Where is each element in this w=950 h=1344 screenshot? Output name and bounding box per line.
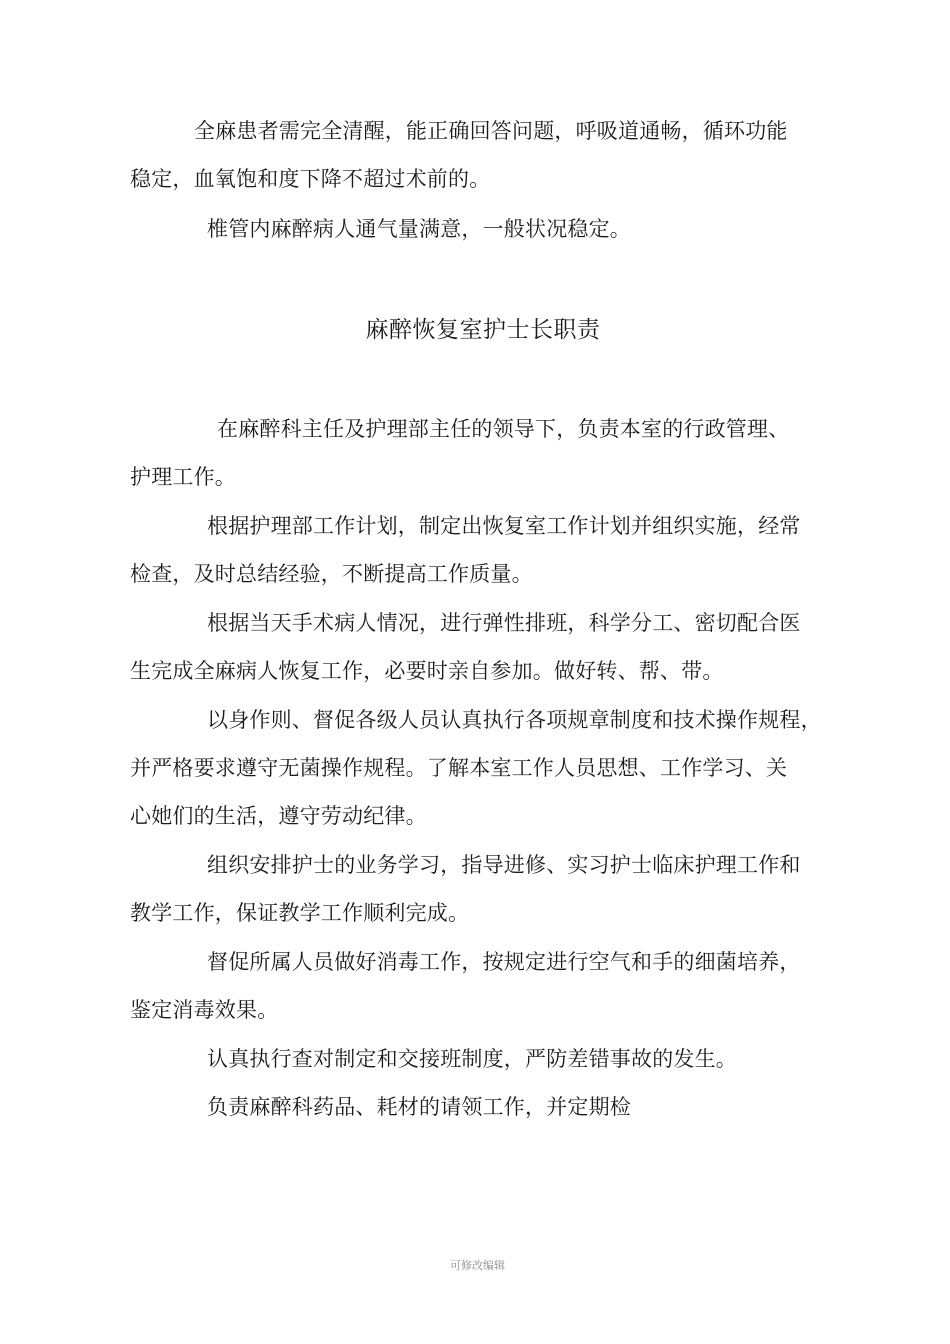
paragraph-line: 督促所属人员做好消毒工作，按规定进行空气和手的细菌培养， [207,950,801,974]
paragraph-line: 稳定，血氧饱和度下降不超过术前的。 [130,167,491,191]
duty-paragraph-7 [130,1035,852,1083]
duty-paragraph-4 [130,696,852,840]
paragraph-line: 在麻醉科主任及护理部主任的领导下，负责本室的行政管理、 [217,417,790,441]
paragraph-line: 全麻患者需完全清醒，能正确回答问题，呼吸道通畅，循环功能 [194,119,788,143]
paragraph-recovery-criteria-spinal [130,205,852,253]
section-title: 麻醉恢复室护士长职责 [365,317,601,343]
duty-paragraph-3 [130,599,852,695]
duty-paragraph-6 [130,938,852,1034]
footer-editable-note: 可修改编辑 [450,1259,505,1272]
duty-paragraph-5 [130,841,852,937]
paragraph-line: 鉴定消毒效果。 [130,998,279,1022]
paragraph-line: 负责麻醉科药品、耗材的请领工作，并定期检 [207,1095,631,1119]
paragraph-line: 护理工作。 [130,465,236,489]
paragraph-line: 心她们的生活，遵守劳动纪律。 [130,804,427,828]
paragraph-line: 根据护理部工作计划，制定出恢复室工作计划并组织实施，经常 [207,514,801,538]
paragraph-line: 检查，及时总结经验，不断提高工作质量。 [130,562,533,586]
duty-paragraph-1 [130,405,852,501]
paragraph-line: 椎管内麻醉病人通气量满意，一般状况稳定。 [207,217,631,241]
duty-paragraph-2 [130,502,852,598]
paragraph-line: 并严格要求遵守无菌操作规程。了解本室工作人员思想、工作学习、关 [130,756,788,780]
paragraph-line: 组织安排护士的业务学习，指导进修、实习护士临床护理工作和 [207,853,801,877]
paragraph-line: 认真执行查对制定和交接班制度，严防差错事故的发生。 [207,1047,737,1071]
paragraph-line: 生完成全麻病人恢复工作，必要时亲自参加。做好转、帮、带。 [130,659,724,683]
paragraph-line: 根据当天手术病人情况，进行弹性排班，科学分工、密切配合医 [207,611,801,635]
paragraph-line: 教学工作，保证教学工作顺利完成。 [130,901,470,925]
duty-paragraph-8 [130,1083,852,1131]
paragraph-line: 以身作则、督促各级人员认真执行各项规章制度和技术操作规程， [207,708,822,732]
paragraph-recovery-criteria-general [130,107,852,203]
